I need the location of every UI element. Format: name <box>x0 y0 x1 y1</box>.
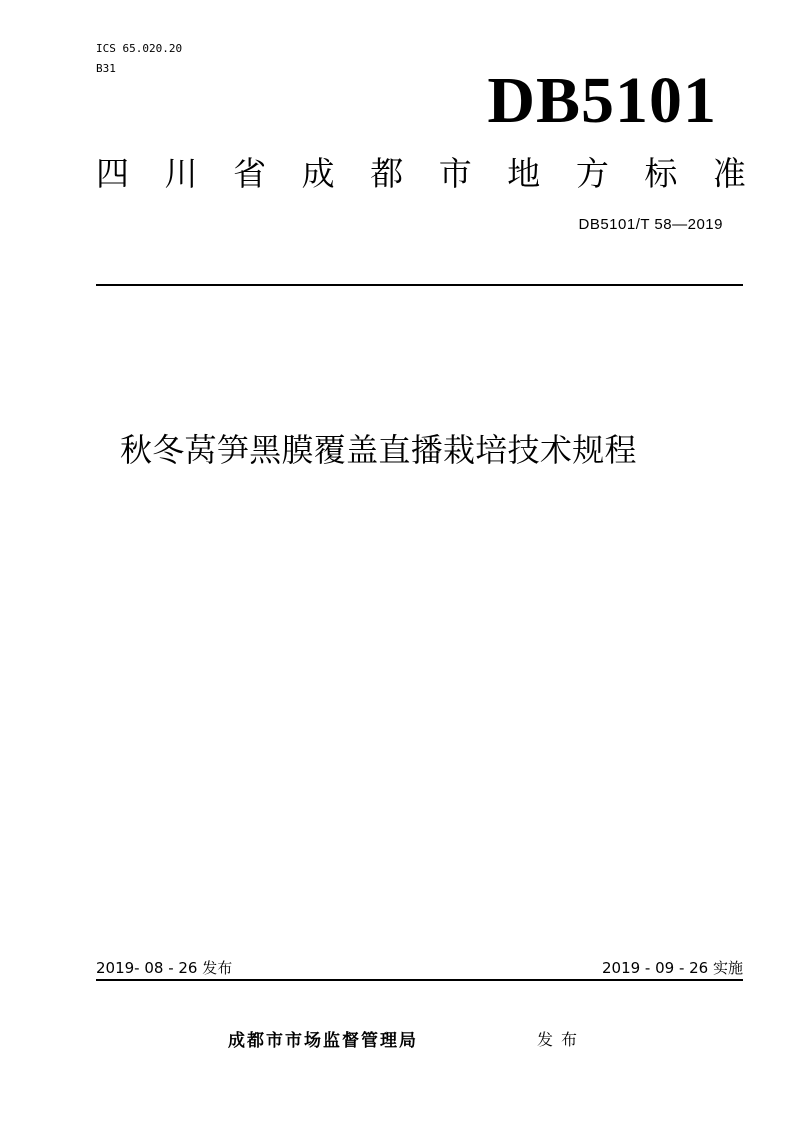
publisher-name: 成都市市场监督管理局 <box>228 1031 418 1051</box>
standard-logo: DB5101 <box>487 64 717 137</box>
bottom-divider <box>96 979 743 981</box>
standard-type-char: 川 <box>164 154 198 193</box>
standard-number: DB5101/T 58—2019 <box>578 216 723 233</box>
standard-type-char: 都 <box>370 154 404 193</box>
standard-type-heading <box>96 153 746 195</box>
standard-type-char: 市 <box>438 154 472 193</box>
implementation-date: 2019 - 09 - 26 实施 <box>601 959 743 977</box>
standard-type-char: 标 <box>644 154 678 193</box>
standard-type-char: 四 <box>96 154 129 193</box>
ics-code: ICS 65.020.20 <box>96 42 183 55</box>
standard-type-char: 地 <box>507 154 541 193</box>
publish-label: 发布 <box>537 1030 586 1049</box>
standard-type-char: 成 <box>301 154 335 193</box>
standard-type-char: 准 <box>712 154 746 193</box>
top-divider <box>96 284 743 286</box>
issue-date: 2019- 08 - 26 发布 <box>96 959 233 977</box>
standard-type-char: 方 <box>575 154 609 193</box>
document-title: 秋冬莴笋黑膜覆盖直播栽培技术规程 <box>120 431 637 469</box>
ccs-code: B31 <box>96 62 116 75</box>
standard-type-char: 省 <box>233 154 267 193</box>
